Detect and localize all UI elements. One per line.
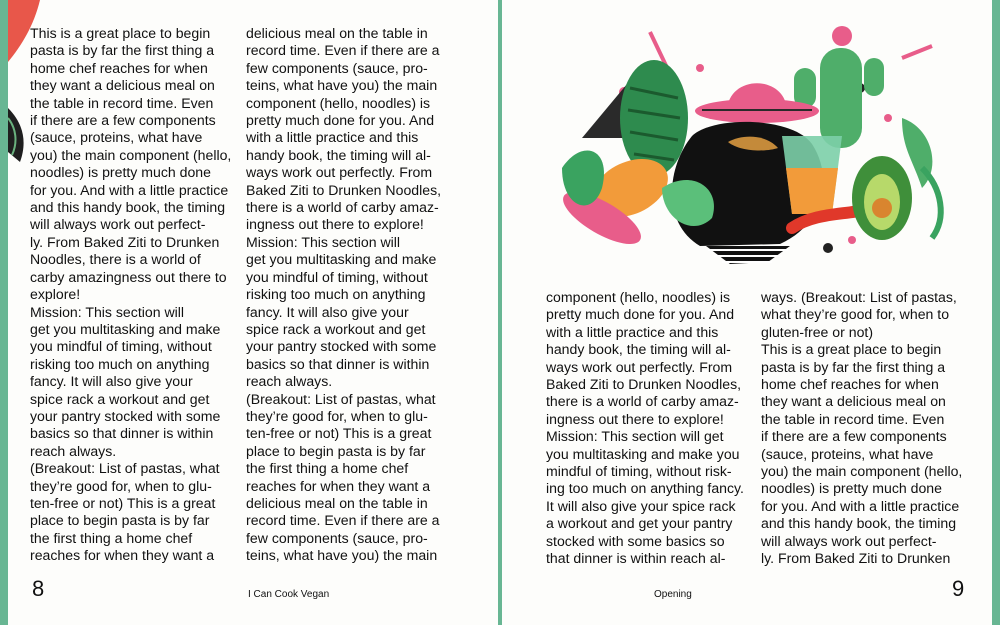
running-head-right: Opening	[654, 589, 692, 600]
left-column-1: This is a great place to begin pasta is by far the first thing a home chef reaches for when they want a delicious meal on the table in record time. Even if there are a few components (sauce, proteins, what have you) the main component (hello, noodles) is pretty much done for you. And with a little practice and this handy book, the timing will always work out perfect- ly. From Baked Ziti to Drunken Noodles, there is a world of carby amazingness out there to explore! Mission: This section will get you multitasking and make you mindful of timing, without risking too much on anything fancy. It will also give your spice rack a workout and get your pantry stocked with some basics so that dinner is within reach always. (Breakout: List of pastas, what they’re good for, when to glu- ten-free or not) This is a great place to begin pasta is by far the first thing a home chef reaches for when they want a	[30, 25, 232, 564]
cactus-chili-sombrero-illustration-icon	[542, 18, 962, 280]
right-page	[502, 0, 992, 625]
page-number-right: 9	[952, 576, 965, 601]
left-page	[8, 0, 498, 625]
running-head-left: I Can Cook Vegan	[248, 589, 330, 600]
right-column-2: ways. (Breakout: List of pastas, what they’re good for, when to gluten-free or not) This is a great place to begin pasta is by far the first thing a home chef reaches for when they want a delicious meal on the table in record time. Even if there are a few components (sauce, proteins, what have you) the main component (hello, noodles) is pretty much done for you. And with a little practice and this handy book, the timing will always work out perfect- ly. From Baked Ziti to Drunken	[761, 289, 963, 567]
left-column-2: delicious meal on the table in record time. Even if there are a few components (sauce, pro- teins, what have you) the main component (hello, noodles) is pretty much done for you. And with a little practice and this handy book, the timing will al- ways work out perfectly. From Baked Ziti to Drunken Noodles, there is a world of carby amaz- ingness out there to explore! Mission: This section will get you multitasking and make you mindful of timing, without risking too much on anything fancy. It will also give your spice rack a workout and get your pantry stocked with some basics so that dinner is within reach always. (Breakout: List of pastas, what they’re good for, when to glu- ten-free or not) This is a great place to begin pasta is by far the first thing a home chef reaches for when they want a delicious meal on the table in record time. Even if there are a few components (sauce, pro- teins, what have you) the main	[246, 25, 442, 564]
page-number-left: 8	[32, 576, 45, 601]
right-column-1: component (hello, noodles) is pretty much done for you. And with a little practice and this handy book, the timing will al- ways work out perfectly. From Baked Ziti to Drunken Noodles, there is a world of carby amaz- ingness out there to explore! Mission: This section will get you multitasking and make you mindful of timing, without risk- ing too much on anything fancy. It will also give your spice rack a workout and get your pantry stocked with some basics so that dinner is within reach al-	[546, 289, 744, 567]
